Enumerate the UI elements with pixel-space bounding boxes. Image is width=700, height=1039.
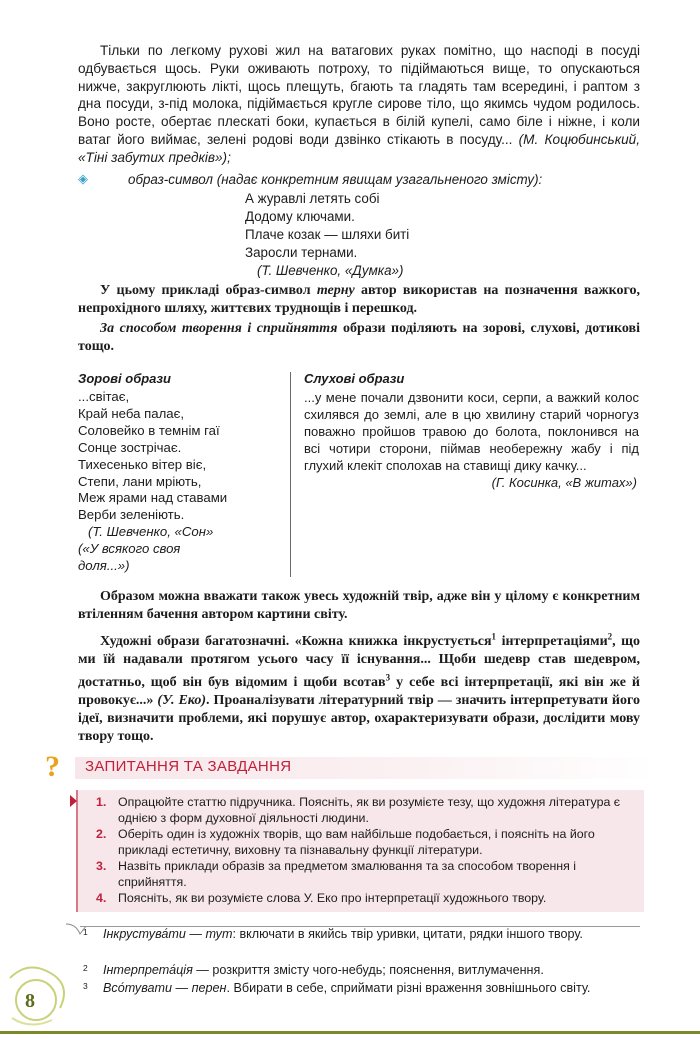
visual-images-title: Зорові образи xyxy=(78,371,171,386)
questions-title: ЗАПИТАННЯ ТА ЗАВДАННЯ xyxy=(85,758,292,775)
paragraph-classification: За способом творення і сприйняття образи поділяють на зорові, слухові, дотикові тощо. xyxy=(78,321,640,354)
paragraph-symbol-example: У цьому прикладі образ-символ терну автор використав на позначення важкого, непрохідного шляху, життєвих труднощів і перешкод. xyxy=(78,283,640,316)
auditory-source: (Г. Косинка, «В житах») xyxy=(491,475,637,490)
visual-images-column xyxy=(78,370,283,575)
auditory-images-column xyxy=(304,370,639,491)
verse-source: (Т. Шевченко, «Сон» xyxy=(88,524,214,540)
auditory-images-title: Слухові образи xyxy=(304,371,405,386)
paragraph-quote-kotsiubynsky: Тільки по легкому рухові жил на ватагових руках помітно, що насподі в посуді одбувається щось. Руки оживають потроху, то підіймаються вище, то опускаються нижче, закруглюють лікті, щось плещуть, бгають та гладять там всередині, і раптом з дна посуди, з-під молока, підіймається кругле сирове тіло, що якимсь чудом родилось. Воно росте, обертає плескаті боки, купається в білій купелі, само біле і ніжне, і коли ватаг його виймає, зелені родові води дзвінко стікають в посуду... (М. Коцюбинський, «Тіні забутих предків»); xyxy=(78,43,641,165)
poem-line: Додому ключами. xyxy=(245,209,355,224)
column-divider xyxy=(290,372,291,577)
poem-line: Плаче козак — шляхи биті xyxy=(245,227,410,242)
questions-header xyxy=(45,750,655,784)
question-item: 2. Оберіть один із художніх творів, що вам найбільше подобається, і поясніть на його прикладі естетичну, виховну та пізнавальну функції літератури. xyxy=(96,827,595,857)
symbol-def: (надає конкретним явищам узагальненого змісту): xyxy=(216,172,543,187)
question-item: 4. Поясніть, як ви розумієте слова У. Еко про інтерпретації художнього твору. xyxy=(96,891,547,905)
swirl-ornament-icon xyxy=(0,958,80,1030)
verse-line: Тихесенько вітер віє, xyxy=(78,456,207,472)
footnote-term: Всо́тувати xyxy=(103,981,173,995)
verse-line: Край неба палає, xyxy=(78,405,184,421)
footnote: 2 Інтерпрета́ція — розкриття змісту чого-небудь; пояснення, витлумачення. xyxy=(83,963,544,977)
paragraph-whole-work: Образом можна вважати також увесь художній твір, адже він у цілому є конкретним втіленням бачення автором картини світу. xyxy=(78,589,640,622)
question-item: 1. Опрацюйте статтю підручника. Поясніть, як ви розумієте тезу, що художня література є однією з форм духовної діяльності людини. xyxy=(96,795,621,825)
poem-shevchenko xyxy=(245,190,409,280)
arrow-right-icon xyxy=(70,795,77,807)
footnote-term: Інтерпрета́ція xyxy=(103,963,193,977)
verse-line: Сонце зострічає. xyxy=(78,439,182,455)
symbol-term: образ-символ xyxy=(128,172,213,187)
auditory-text: ...у мене почали дзвонити коси, серпи, а важкий колос схилявся до землі, але в цю хвилину старий чорногуз поважно пройшов травою до болота, поклонився на всі чотири сторони, піймав необережну жабу і під глухий клекіт сполохав на ставищі дику качку... xyxy=(304,390,639,473)
verse-line: Степи, лани мріють, xyxy=(78,473,202,489)
verse-source: («У всякого своя xyxy=(78,541,181,557)
verse-line: Верби зеленіють. xyxy=(78,507,185,523)
paragraph-eco-quote: Художні образи багатозначні. «Кожна книжка інкрустується$^1$ інтерпретаціями$^2$, що ми їй надавали протягом усього часу її існування... Щоби шедевр став шедевром, достатньо, щоб він був відомим і щоби всотав$^3$ у себе всі інтерпретації, які він же й провокує...» (У. Еко). Проаналізувати літературний твір — значить інтерпретувати його ідеї, визначити проблеми, які порушує автор, охарактеризувати образи, дослідити мову твору тощо. xyxy=(78,631,640,745)
footnote: 3 Всо́тувати — перен. Вбирати в себе, сприймати різні враження зовнішнього світу. xyxy=(83,981,591,995)
verse-line: ...світає, xyxy=(78,389,130,404)
poem-line: Заросли тернами. xyxy=(245,245,358,260)
footnote-term: Інкрустува́ти xyxy=(103,927,186,941)
question-item: 3. Назвіть приклади образів за предметом змалювання та за способом творення і сприйняття. xyxy=(96,859,577,889)
quote-source: (М. Коцюбинський, «Тіні забутих предків»); xyxy=(78,131,641,165)
verse-line: Соловейко в темнім гаї xyxy=(78,422,220,438)
verse-source: доля...») xyxy=(78,558,130,574)
verse-line: Меж ярами над ставами xyxy=(78,490,228,506)
diamond-bullet-icon: ◈ xyxy=(78,171,88,186)
footnote: 1 Інкрустува́ти — тут: включати в якийсь твір уривки, цитати, рядки іншого твору. xyxy=(83,927,583,941)
question-mark-icon: ? xyxy=(45,750,60,783)
bottom-rule xyxy=(0,1031,700,1034)
poem-source: (Т. Шевченко, «Думка») xyxy=(257,263,404,278)
poem-line: А журавлі летять собі xyxy=(245,191,380,206)
page-number: 8 xyxy=(25,990,35,1012)
